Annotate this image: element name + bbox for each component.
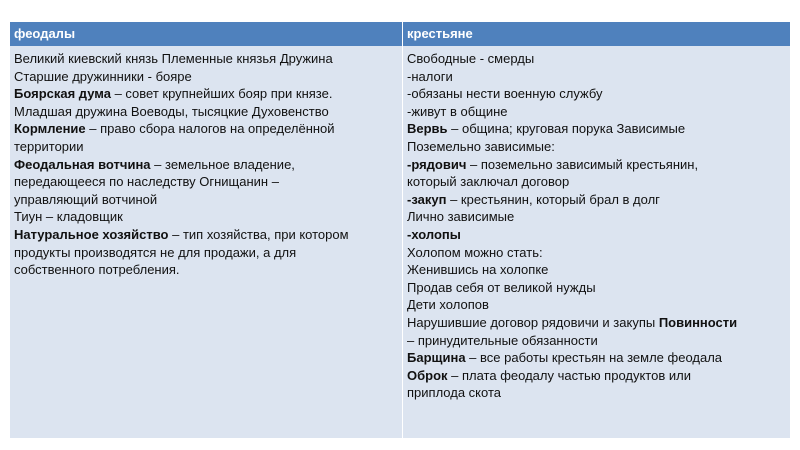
table-header-row: [10, 22, 790, 46]
term-bold: Натуральное хозяйство: [14, 226, 169, 242]
line-text: передающееся по наследству Огнищанин –: [14, 174, 279, 190]
text-line: [407, 85, 786, 103]
text-line: [407, 120, 786, 138]
line-text: который заключал договор: [407, 174, 570, 190]
text-line: [14, 103, 398, 121]
line-text: -обязаны нести военную службу: [407, 86, 603, 102]
text-line: [14, 191, 398, 209]
text-line: [14, 226, 398, 244]
term-bold: -закуп: [407, 191, 447, 207]
header-feudals: феодалы: [14, 26, 76, 41]
text-line: [407, 208, 786, 226]
line-text: Тиун – кладовщик: [14, 209, 123, 225]
term-bold: Барщина: [407, 350, 466, 366]
line-text: – право сбора налогов на определённой: [85, 121, 335, 137]
text-line: [407, 103, 786, 121]
term-bold: Повинности: [658, 314, 738, 330]
text-line: [407, 279, 786, 297]
text-line: [407, 367, 786, 385]
line-text: Поземельно зависимые:: [407, 138, 555, 154]
line-text: – тип хозяйства, при котором: [168, 226, 349, 242]
line-text: -налоги: [407, 68, 453, 84]
peasants-cell: [402, 46, 790, 438]
term-bold: Боярская дума: [14, 86, 111, 102]
text-line: [407, 138, 786, 156]
line-text: – крестьянин, который брал в долг: [446, 191, 660, 207]
line-text: Великий киевский князь Племенные князья Дружина: [14, 51, 333, 66]
line-text: Женившись на холопке: [407, 262, 549, 278]
text-line: [407, 244, 786, 262]
text-line: [407, 314, 786, 332]
text-line: [14, 50, 398, 68]
line-text: территории: [14, 138, 84, 154]
line-text: – община; круговая порука Зависимые: [447, 121, 686, 137]
text-line: [14, 261, 398, 279]
line-text: – все работы крестьян на земле феодала: [465, 350, 723, 366]
line-text: продукты производятся не для продажи, а для: [14, 244, 297, 260]
table-body-row: [10, 46, 790, 438]
line-text: – принудительные обязанности: [407, 332, 598, 348]
line-text: Свободные - смерды: [407, 51, 535, 66]
line-text: – земельное владение,: [150, 156, 295, 172]
term-bold: Оброк: [407, 367, 448, 383]
text-line: [14, 244, 398, 262]
line-text: -живут в общине: [407, 103, 508, 119]
line-text: – совет крупнейших бояр при князе.: [110, 86, 333, 102]
text-line: [407, 156, 786, 174]
term-bold: -рядович: [407, 156, 467, 172]
line-text: Продав себя от великой нужды: [407, 279, 596, 295]
text-line: [407, 226, 786, 244]
line-text: Нарушившие договор рядовичи и закупы: [407, 314, 659, 330]
line-text: собственного потребления.: [14, 262, 180, 278]
term-bold: Феодальная вотчина: [14, 156, 151, 172]
term-bold: Кормление: [14, 121, 86, 137]
feudals-cell: [10, 46, 402, 438]
text-line: [407, 173, 786, 191]
line-text: Холопом можно стать:: [407, 244, 543, 260]
line-text: – плата феодалу частью продуктов или: [447, 367, 691, 383]
text-line: [14, 173, 398, 191]
text-line: [14, 208, 398, 226]
line-text: управляющий вотчиной: [14, 191, 158, 207]
text-line: [14, 138, 398, 156]
text-line: [407, 50, 786, 68]
line-text: Дети холопов: [407, 297, 489, 313]
text-line: [407, 349, 786, 367]
text-line: [14, 68, 398, 86]
text-line: [407, 68, 786, 86]
text-line: [407, 296, 786, 314]
line-text: Старшие дружинники - бояре: [14, 68, 192, 84]
text-line: [407, 191, 786, 209]
text-line: [407, 332, 786, 350]
text-line: [407, 261, 786, 279]
text-line: [407, 384, 786, 402]
text-line: [14, 120, 398, 138]
line-text: приплода скота: [407, 385, 501, 401]
header-peasants: крестьяне: [402, 22, 790, 46]
term-bold: -холопы: [407, 226, 461, 242]
text-line: [14, 156, 398, 174]
line-text: Младшая дружина Воеводы, тысяцкие Духовенство: [14, 103, 329, 119]
feudal-table: [10, 22, 790, 438]
line-text: Лично зависимые: [407, 209, 515, 225]
term-bold: Вервь: [407, 121, 448, 137]
text-line: [14, 85, 398, 103]
line-text: – поземельно зависимый крестьянин,: [466, 156, 699, 172]
